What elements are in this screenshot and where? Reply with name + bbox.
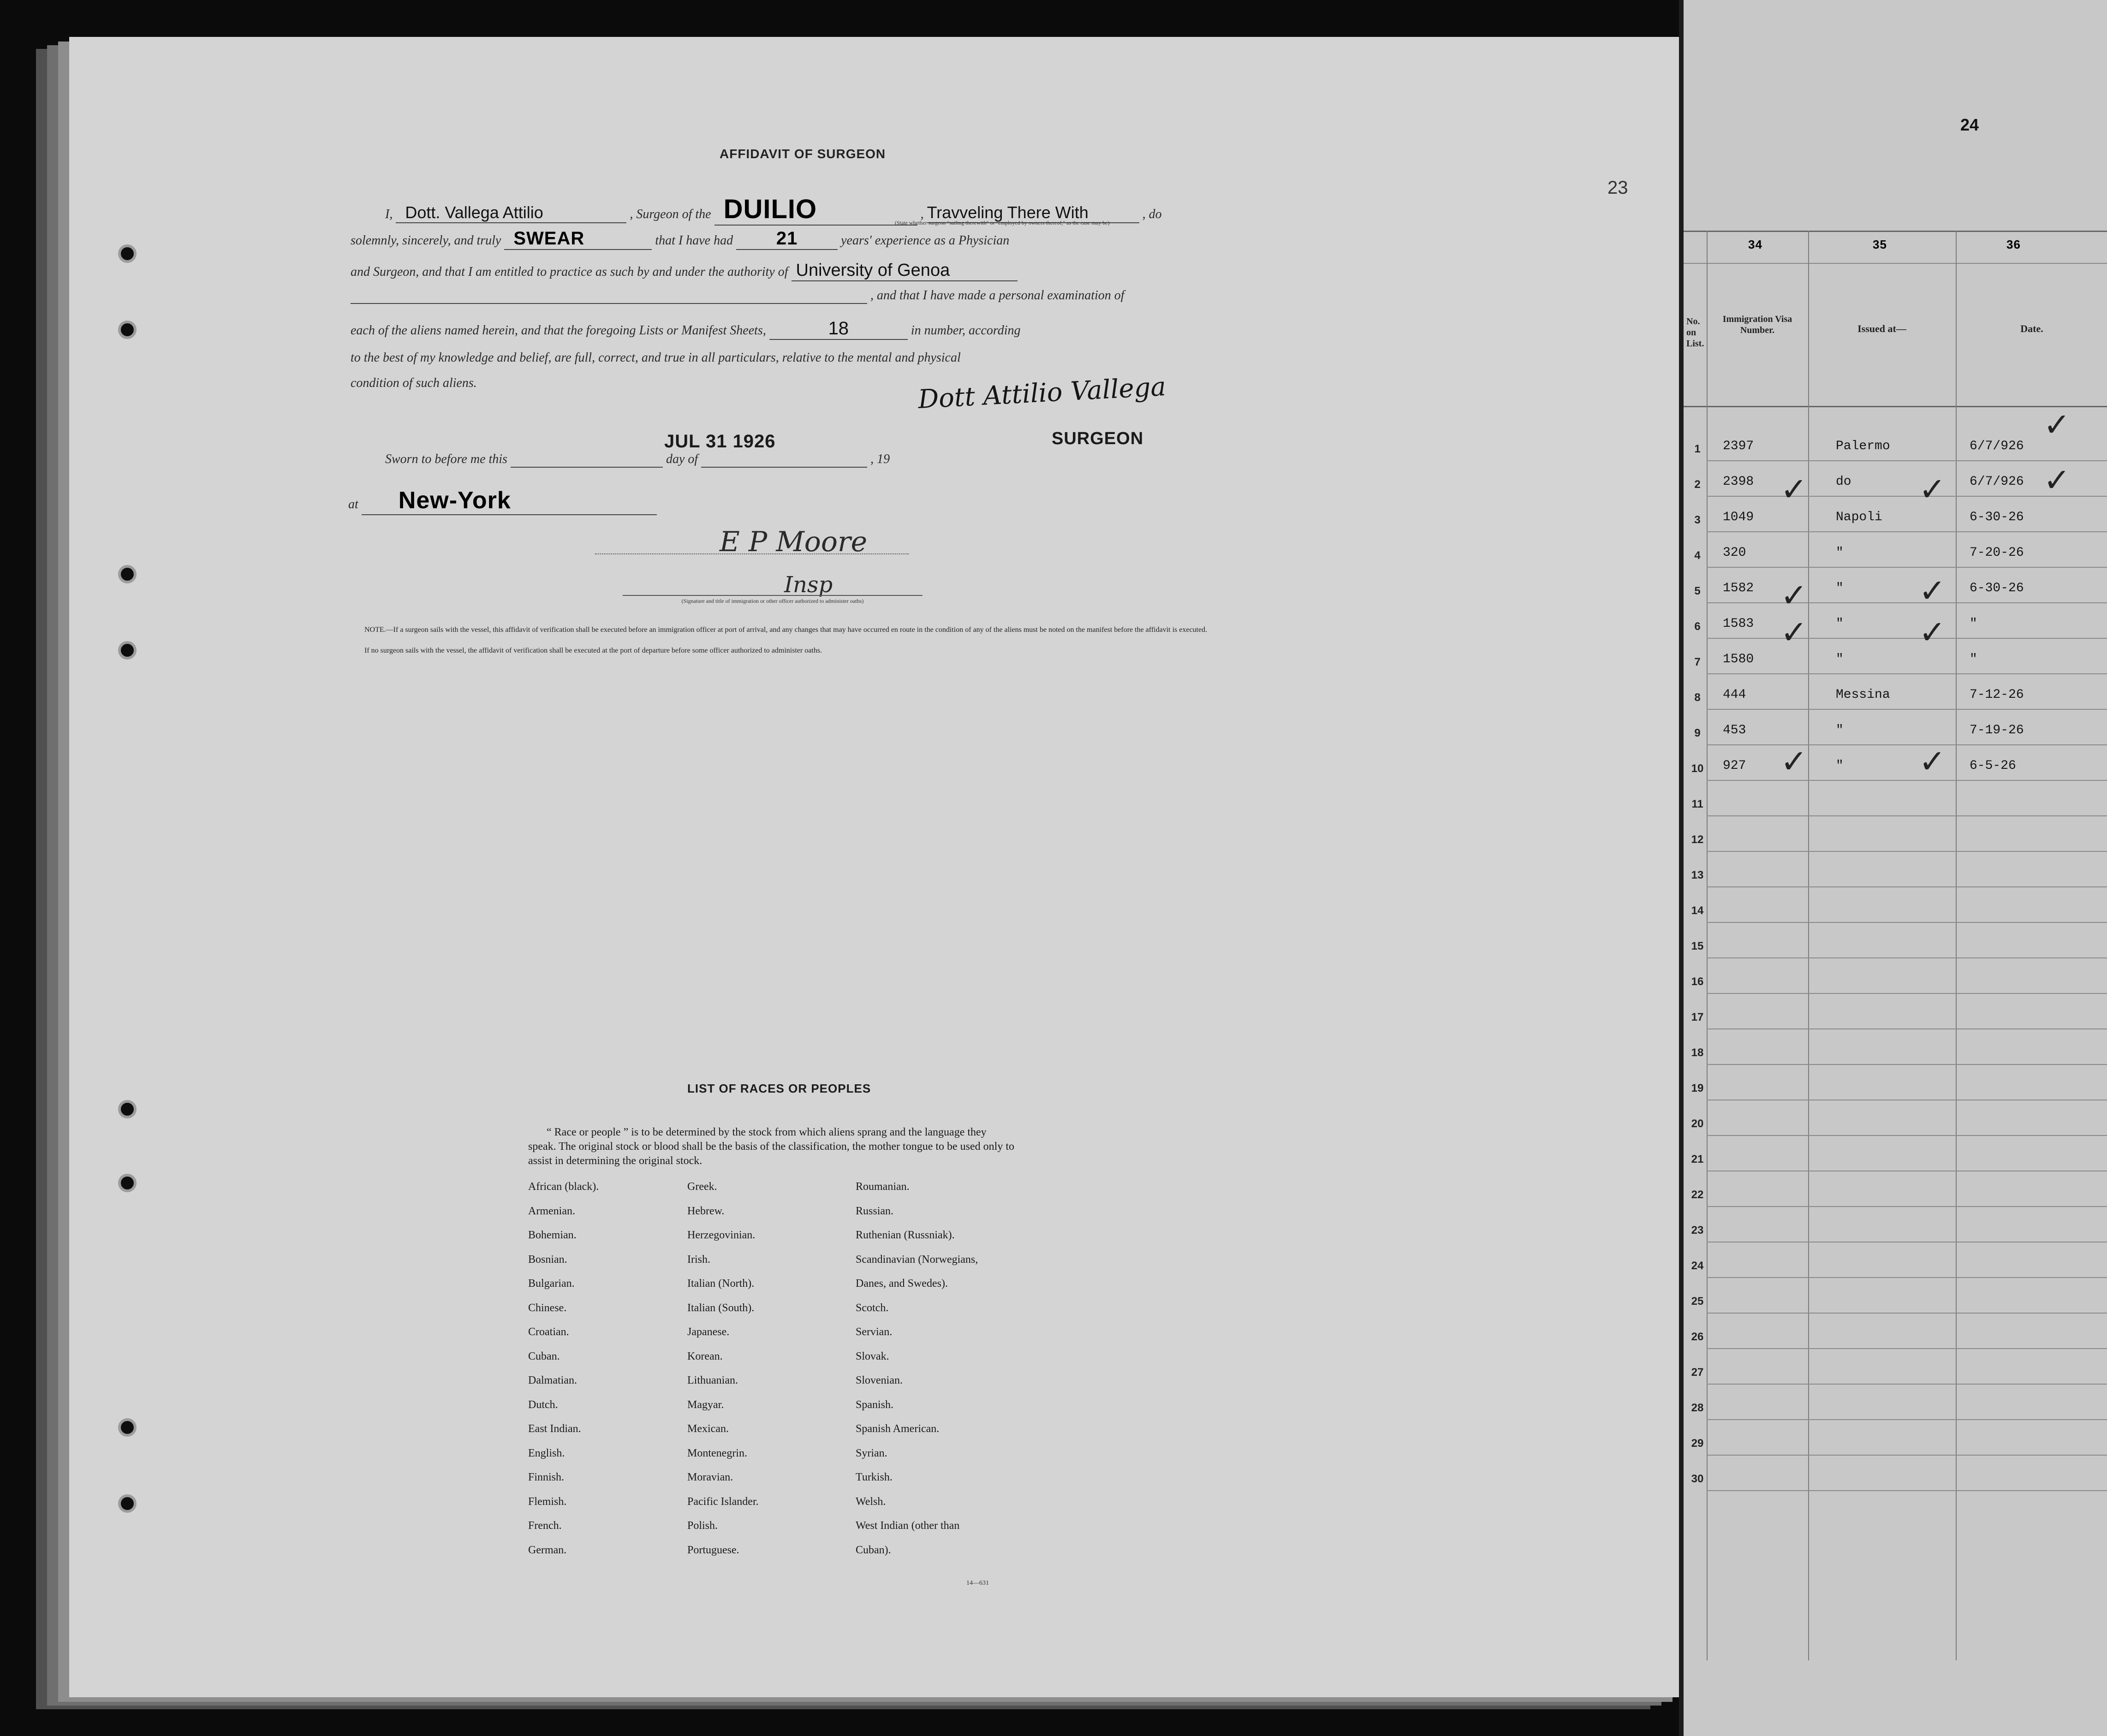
binder-hole: [118, 244, 137, 263]
row-number: 12: [1691, 833, 1704, 846]
race-entry: African (black).: [528, 1181, 599, 1193]
row-number: 27: [1691, 1366, 1704, 1379]
header-top-rule: [1684, 231, 2107, 232]
row-rule: [1707, 1313, 2107, 1314]
text-sworn: Sworn to before me this: [385, 452, 507, 466]
issued-at-cell: do: [1836, 475, 1851, 489]
officer-title: Insp: [784, 572, 833, 598]
header-no-on-list: No. on List.: [1686, 316, 1704, 349]
traveling-status: Travveling There With: [927, 203, 1139, 223]
date-cell: 7-19-26: [1970, 723, 2024, 737]
text-entitled: and Surgeon, and that I am entitled to practice as such by and under the authority of: [351, 265, 788, 279]
visa-number-cell: 453: [1723, 723, 1746, 737]
race-entry: Dalmatian.: [528, 1374, 577, 1386]
visa-number-cell: 1049: [1723, 510, 1754, 524]
authority: University of Genoa: [792, 261, 1018, 281]
check-mark: ✓: [1919, 470, 1946, 508]
race-entry: Italian (North).: [687, 1278, 755, 1290]
surgeon-name: Dott. Vallega Attilio: [396, 203, 626, 223]
affidavit-line-4: [351, 288, 1227, 304]
row-rule: [1707, 1064, 2107, 1065]
affidavit-line-3: [351, 261, 1227, 281]
date-cell: ": [1970, 652, 1977, 666]
visa-number-cell: 1582: [1723, 581, 1754, 595]
row-number: 2: [1694, 478, 1701, 491]
races-intro: “ Race or people ” is to be determined by the stock from which aliens sprang and the language they speak. The original stock or blood shall be the basis of the classification, the mother tongue to be used only to assist in determining the original stock.: [528, 1126, 1014, 1167]
blank-line: [351, 288, 867, 304]
row-number: 26: [1691, 1331, 1704, 1343]
race-entry: Magyar.: [687, 1398, 724, 1411]
race-entry: Ruthenian (Russniak).: [856, 1229, 955, 1241]
race-entry: German.: [528, 1544, 567, 1556]
issued-at-cell: ": [1836, 581, 1844, 595]
row-rule: [1707, 957, 2107, 958]
sheet-count: 18: [769, 318, 908, 340]
col-number-35: 35: [1873, 238, 1887, 251]
race-entry: Montenegrin.: [687, 1447, 747, 1459]
row-number: 7: [1694, 656, 1701, 668]
row-rule: [1707, 780, 2107, 781]
row-rule: [1707, 1455, 2107, 1456]
row-number: 3: [1694, 514, 1701, 526]
affidavit-line-5: [351, 318, 1227, 340]
race-entry: Spanish.: [856, 1398, 894, 1411]
check-mark: ✓: [2043, 406, 2071, 444]
date-cell: 6-30-26: [1970, 510, 2024, 524]
affidavit-title: AFFIDAVIT OF SURGEON: [720, 147, 886, 161]
race-entry: Armenian.: [528, 1205, 575, 1217]
pencil-sheet-mark: 23: [1607, 178, 1628, 198]
race-entry: Flemish.: [528, 1495, 567, 1508]
row-number: 11: [1691, 798, 1703, 810]
visa-number-cell: 320: [1723, 546, 1746, 560]
row-rule: [1707, 851, 2107, 852]
race-entry: Bulgarian.: [528, 1278, 575, 1290]
issued-at-cell: Palermo: [1836, 439, 1890, 453]
race-entry: Moravian.: [687, 1471, 733, 1483]
visa-number-cell: 2398: [1723, 475, 1754, 489]
row-rule: [1707, 1242, 2107, 1243]
col-divider: [1707, 231, 1708, 1660]
text-examination: , and that I have made a personal examination of: [870, 288, 1125, 303]
row-number: 20: [1691, 1118, 1704, 1130]
row-rule: [1707, 567, 2107, 568]
row-rule: [1707, 1348, 2107, 1349]
row-rule: [1707, 602, 2107, 603]
race-entry: East Indian.: [528, 1423, 581, 1435]
check-mark: ✓: [1919, 743, 1946, 780]
race-entry: Herzegovinian.: [687, 1229, 756, 1241]
text-years: years' experience as a Physician: [841, 233, 1010, 248]
note-no-surgeon: If no surgeon sails with the vessel, the affidavit of verification shall be executed at the port of departure before some officer authorized to administer oaths.: [364, 647, 822, 654]
binder-hole: [118, 1418, 137, 1437]
right-page: [1684, 0, 2107, 1736]
check-mark: ✓: [1780, 743, 1808, 780]
text-each-alien: each of the aliens named herein, and that the foregoing Lists or Manifest Sheets,: [351, 323, 766, 338]
row-number: 28: [1691, 1402, 1704, 1414]
row-number: 8: [1694, 691, 1701, 704]
race-entry: Bohemian.: [528, 1229, 577, 1241]
header-visa-number: Immigration Visa Number.: [1722, 314, 1792, 335]
date-cell: 6/7/926: [1970, 475, 2024, 489]
race-entry: Korean.: [687, 1350, 723, 1362]
row-number: 9: [1694, 727, 1701, 739]
race-entry: French.: [528, 1520, 562, 1532]
sheet-number: 24: [1960, 115, 1979, 134]
race-entry: Russian.: [856, 1205, 894, 1217]
text-solemnly: solemnly, sincerely, and truly: [351, 233, 501, 248]
race-entry: Welsh.: [856, 1495, 886, 1508]
row-number: 5: [1694, 585, 1701, 597]
issued-at-cell: ": [1836, 617, 1844, 631]
race-entry: Slovenian.: [856, 1374, 903, 1386]
race-entry: Syrian.: [856, 1447, 887, 1459]
text-at: at: [348, 497, 358, 511]
issued-at-cell: ": [1836, 759, 1844, 773]
row-rule: [1707, 993, 2107, 994]
row-number: 18: [1691, 1046, 1704, 1059]
row-rule: [1707, 744, 2107, 745]
race-entry: Hebrew.: [687, 1205, 725, 1217]
note-surgeon-sails: NOTE.—If a surgeon sails with the vessel, this affidavit of verification shall be executed before an immigration officer at port of arrival, and any changes that may have occurred en route in the condition of any of the aliens must be noted on the manifest before the affidavit is executed.: [364, 626, 1208, 634]
race-entry: Portuguese.: [687, 1544, 739, 1556]
sworn-day-blank: [511, 452, 663, 468]
surgeon-signature: Dott Attilio Vallega: [917, 371, 1167, 415]
check-mark: ✓: [2043, 461, 2071, 499]
check-mark: ✓: [1919, 613, 1946, 651]
text-19: , 19: [870, 452, 890, 466]
issued-at-cell: Messina: [1836, 688, 1890, 702]
header-issued-at: Issued at—: [1857, 323, 1906, 334]
visa-number-cell: 927: [1723, 759, 1746, 773]
date-stamp: JUL 31 1926: [664, 431, 776, 452]
header-number-rule: [1684, 263, 2107, 264]
row-rule: [1707, 922, 2107, 923]
visa-number-cell: 444: [1723, 688, 1746, 702]
binder-hole: [118, 1494, 137, 1513]
years-experience: 21: [736, 228, 838, 250]
affidavit-line-7: condition of such aliens.: [351, 376, 477, 390]
binder-hole: [118, 641, 137, 660]
date-cell: 6-30-26: [1970, 581, 2024, 595]
race-entry: Bosnian.: [528, 1253, 567, 1266]
row-number: 17: [1691, 1011, 1704, 1023]
row-rule: [1707, 1490, 2107, 1491]
officer-signature-line: [595, 553, 909, 554]
row-rule: [1707, 1206, 2107, 1207]
row-rule: [1707, 1135, 2107, 1136]
issued-at-cell: Napoli: [1836, 510, 1882, 524]
signature-caption: (Signature and title of immigration or other officer authorized to administer oaths): [623, 595, 923, 605]
check-mark: ✓: [1919, 572, 1946, 610]
row-number: 25: [1691, 1295, 1704, 1308]
race-entry: Japanese.: [687, 1326, 730, 1338]
date-cell: 7-20-26: [1970, 546, 2024, 560]
race-entry: Greek.: [687, 1181, 717, 1193]
row-number: 19: [1691, 1082, 1704, 1094]
race-entry: Scotch.: [856, 1302, 889, 1314]
row-number: 1: [1694, 443, 1701, 455]
row-rule: [1707, 709, 2107, 710]
col-divider: [1956, 231, 1957, 1660]
text-i-have-had: that I have had: [655, 233, 733, 248]
race-entry: Irish.: [687, 1253, 710, 1266]
race-entry: Chinese.: [528, 1302, 567, 1314]
date-cell: 6/7/926: [1970, 439, 2024, 453]
row-number: 15: [1691, 940, 1704, 952]
race-entry: English.: [528, 1447, 565, 1459]
form-number: 14—631: [966, 1580, 989, 1587]
race-entry: Turkish.: [856, 1471, 893, 1483]
sworn-month-blank: [701, 452, 867, 468]
row-rule: [1707, 886, 2107, 887]
row-number: 4: [1694, 549, 1701, 562]
visa-number-cell: 1583: [1723, 617, 1754, 631]
row-number: 6: [1694, 620, 1701, 633]
affidavit-line-6: to the best of my knowledge and belief, are full, correct, and true in all particulars, relative to the mental and physical: [351, 351, 961, 365]
races-title: LIST OF RACES OR PEOPLES: [687, 1082, 871, 1095]
check-mark: ✓: [1780, 577, 1808, 614]
text-i: I,: [385, 207, 393, 221]
visa-number-cell: 2397: [1723, 439, 1754, 453]
race-entry: Roumanian.: [856, 1181, 910, 1193]
race-entry: Finnish.: [528, 1471, 565, 1483]
row-number: 16: [1691, 975, 1704, 988]
row-number: 21: [1691, 1153, 1704, 1165]
text-comma: ,: [920, 207, 927, 221]
text-surgeon-of: , Surgeon of the: [630, 207, 711, 221]
race-entry: Pacific Islander.: [687, 1495, 759, 1508]
row-rule: [1707, 531, 2107, 532]
row-rule: [1707, 1277, 2107, 1278]
place-line: [348, 487, 657, 515]
race-entry: Croatian.: [528, 1326, 569, 1338]
race-entry: Italian (South).: [687, 1302, 755, 1314]
row-rule: [1707, 638, 2107, 639]
header-date: Date.: [2020, 323, 2043, 334]
race-entry: Servian.: [856, 1326, 893, 1338]
row-number: 22: [1691, 1189, 1704, 1201]
visa-number-cell: 1580: [1723, 652, 1754, 666]
row-rule: [1707, 1419, 2107, 1420]
swear-stamp: SWEAR: [504, 228, 652, 250]
race-entry: Scandinavian (Norwegians,: [856, 1253, 978, 1266]
row-number: 30: [1691, 1473, 1704, 1485]
race-entry: Mexican.: [687, 1423, 729, 1435]
affidavit-line-2: [351, 228, 1227, 250]
sworn-line: [385, 452, 985, 468]
text-do: , do: [1142, 207, 1162, 221]
race-entry: Spanish American.: [856, 1423, 940, 1435]
col-divider: [1808, 231, 1809, 1660]
race-entry: Cuban.: [528, 1350, 560, 1362]
issued-at-cell: ": [1836, 652, 1844, 666]
race-entry: Slovak.: [856, 1350, 889, 1362]
race-entry: West Indian (other than: [856, 1520, 960, 1532]
row-rule: [1707, 815, 2107, 816]
row-number: 14: [1691, 904, 1704, 917]
date-cell: ": [1970, 617, 1977, 631]
col-number-34: 34: [1748, 238, 1762, 251]
binder-hole: [118, 1100, 137, 1118]
binder-hole: [118, 1174, 137, 1192]
binder-hole: [118, 321, 137, 339]
issued-at-cell: ": [1836, 546, 1844, 560]
text-in-number: in number, according: [911, 323, 1021, 338]
text-day-of: day of: [666, 452, 698, 466]
binder-hole: [118, 565, 137, 583]
status-instruction: (State whether surgeon "sailing therewith" or "employed by owners thereof," as the case may be): [895, 220, 1110, 226]
race-entry: Cuban).: [856, 1544, 891, 1556]
officer-signature: E P Moore: [720, 526, 868, 558]
row-number: 24: [1691, 1260, 1704, 1272]
ship-name: DUILIO: [714, 194, 917, 226]
row-number: 10: [1691, 762, 1704, 775]
check-mark: ✓: [1780, 470, 1808, 508]
issued-at-cell: ": [1836, 723, 1844, 737]
race-entry: Polish.: [687, 1520, 718, 1532]
race-entry: Dutch.: [528, 1398, 558, 1411]
row-rule: [1707, 1384, 2107, 1385]
race-entry: Danes, and Swedes).: [856, 1278, 948, 1290]
row-number: 23: [1691, 1224, 1704, 1237]
race-entry: Lithuanian.: [687, 1374, 738, 1386]
place: New-York: [362, 487, 657, 515]
row-number: 13: [1691, 869, 1704, 881]
col-number-36: 36: [2006, 238, 2021, 251]
date-cell: 7-12-26: [1970, 688, 2024, 702]
row-number: 29: [1691, 1437, 1704, 1450]
surgeon-stamp: SURGEON: [1052, 429, 1144, 448]
date-cell: 6-5-26: [1970, 759, 2016, 773]
row-rule: [1707, 673, 2107, 674]
check-mark: ✓: [1780, 613, 1808, 651]
